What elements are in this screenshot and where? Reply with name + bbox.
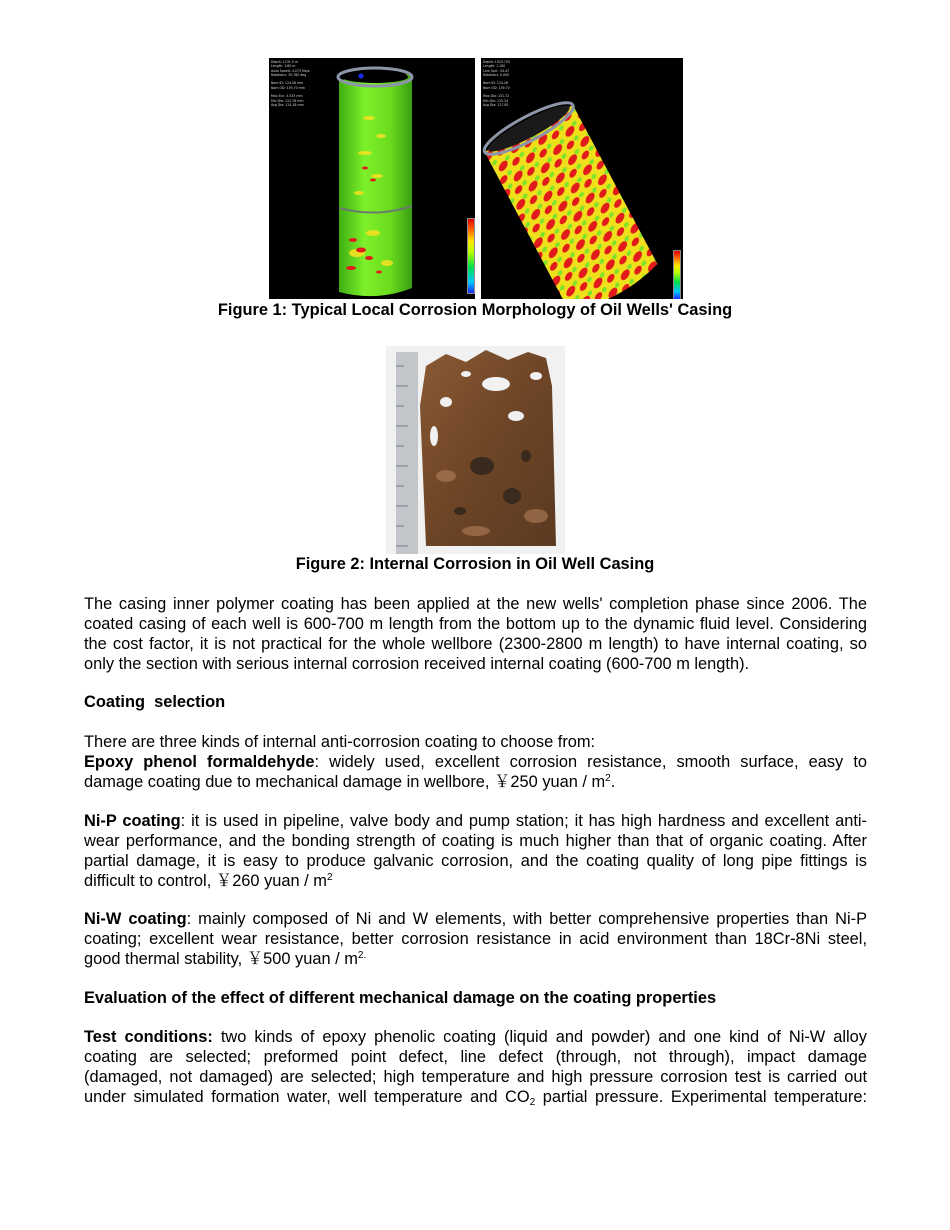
niw-line-1: [84, 909, 867, 929]
niw-line-3-text: good thermal stability, ￥500 yuan / m: [84, 950, 358, 968]
nip-line-3: partial damage, it is easy to produce galvanic corrosion, and the coating quality of long pipe fittings is: [84, 852, 867, 870]
nip-line-1: [84, 811, 867, 831]
nip-term: Ni-P coating: [84, 812, 181, 830]
test-line-1: [84, 1027, 867, 1047]
color-scale-bar-left: [467, 218, 475, 294]
niw-line-3: [84, 949, 867, 969]
coating-selection-intro: There are three kinds of internal anti-corrosion coating to choose from:: [84, 733, 596, 751]
intro-paragraph: [84, 594, 867, 654]
corroded-casing-drawing: [386, 346, 565, 554]
niw-term: Ni-W coating: [84, 910, 187, 928]
epoxy-line-2-text: damage coating due to mechanical damage in wellbore, ￥250 yuan / m: [84, 773, 606, 791]
scan-readout-right: Depth: 1923.703 Length: 1.100 Line Spd: -34.47 Rotations: 0.000 Nom ID: 124.26 Nom OD: 139.70 Max Dia: 131.72 Min Dia: 125.24 Avg Dia: 127.85: [483, 60, 511, 107]
casing-scan-left-image: [269, 58, 475, 299]
nip-line-4: [84, 871, 867, 891]
casing-scan-right-image: [481, 58, 683, 299]
intro-line: the cost factor, it is not practical for the whole wellbore (2300-2800 m length) to have internal coating, so: [84, 635, 867, 653]
niw-unit-superscript: 2.: [357, 950, 367, 961]
test-line-4-tail: partial pressure. Experimental temperature:: [535, 1088, 867, 1106]
test-conditions-term: Test conditions:: [84, 1028, 213, 1046]
epoxy-term: Epoxy phenol formaldehyde: [84, 753, 315, 771]
corroded-casing-photo: [386, 346, 565, 554]
niw-line-1-text: : mainly composed of Ni and W elements, with better comprehensive properties than Ni-P: [186, 910, 867, 928]
nip-line-4-text: difficult to control, ￥260 yuan / m: [84, 872, 327, 890]
test-line-4: [84, 1087, 867, 1107]
nip-line-1-text: : it is used in pipeline, valve body and pump station; it has high hardness and excellent anti-: [180, 812, 867, 830]
epoxy-line-2-tail: .: [610, 773, 616, 791]
test-line-4-text: under simulated formation water, well temperature and CO: [84, 1088, 530, 1106]
epoxy-line-1-text: : widely used, excellent corrosion resistance, smooth surface, easy to: [314, 753, 867, 771]
test-line-2: coating are selected; preformed point defect, line defect (through, not through), impact damage: [84, 1048, 867, 1066]
epoxy-unit-superscript: 2: [605, 773, 611, 784]
intro-last-line: only the section with serious internal corrosion received internal coating (600-700 m length).: [84, 655, 750, 673]
test-line-1-text: two kinds of epoxy phenolic coating (liquid and powder) and one kind of Ni-W alloy: [212, 1028, 867, 1046]
intro-line: coated casing of each well is 600-700 m length from the bottom up to the dynamic fluid level. Considering: [84, 615, 867, 633]
epoxy-line-2: [84, 772, 867, 792]
epoxy-line-1: [84, 752, 867, 772]
evaluation-heading: Evaluation of the effect of different mechanical damage on the coating properties: [84, 989, 717, 1007]
test-line-3: (damaged, not damaged) are selected; high temperature and high pressure corrosion test is carried out: [84, 1068, 867, 1086]
epoxy-paragraph: [84, 752, 867, 772]
figure-1: [269, 58, 683, 299]
test-conditions-paragraph: [84, 1027, 867, 1107]
niw-line-2: coating; excellent wear resistance, better corrosion resistance in acid environment than 18Cr-8Ni steel,: [84, 930, 867, 948]
nip-paragraph: [84, 811, 867, 871]
co2-subscript: 2: [529, 1097, 536, 1107]
scan-readout-left: Depth: 1231.5 m Length: 1.60 m Axial Speed: 4.073 Ma/s Rotations: 35.760 deg Nom ID: 124.26 mm Nom OD: 139.70 mm Max Ecc: 3.533 mm Min Dia: 122.76 mm Avg Dia: 124.18 mm: [271, 60, 310, 107]
intro-line: The casing inner polymer coating has been applied at the new wells' completion phase since 2006. The: [84, 595, 867, 613]
figure-1-caption: Figure 1: Typical Local Corrosion Morphology of Oil Wells' Casing: [217, 301, 733, 319]
color-scale-bar-right: [673, 250, 681, 299]
nip-unit-superscript: 2: [326, 872, 333, 883]
coating-selection-heading: Coating selection: [84, 693, 226, 711]
nip-line-2: wear performance, and the bonding strength of coating is much higher than that of organic coating. After: [84, 832, 867, 850]
niw-paragraph: [84, 909, 867, 949]
figure-2-caption: Figure 2: Internal Corrosion in Oil Well Casing: [295, 555, 655, 573]
